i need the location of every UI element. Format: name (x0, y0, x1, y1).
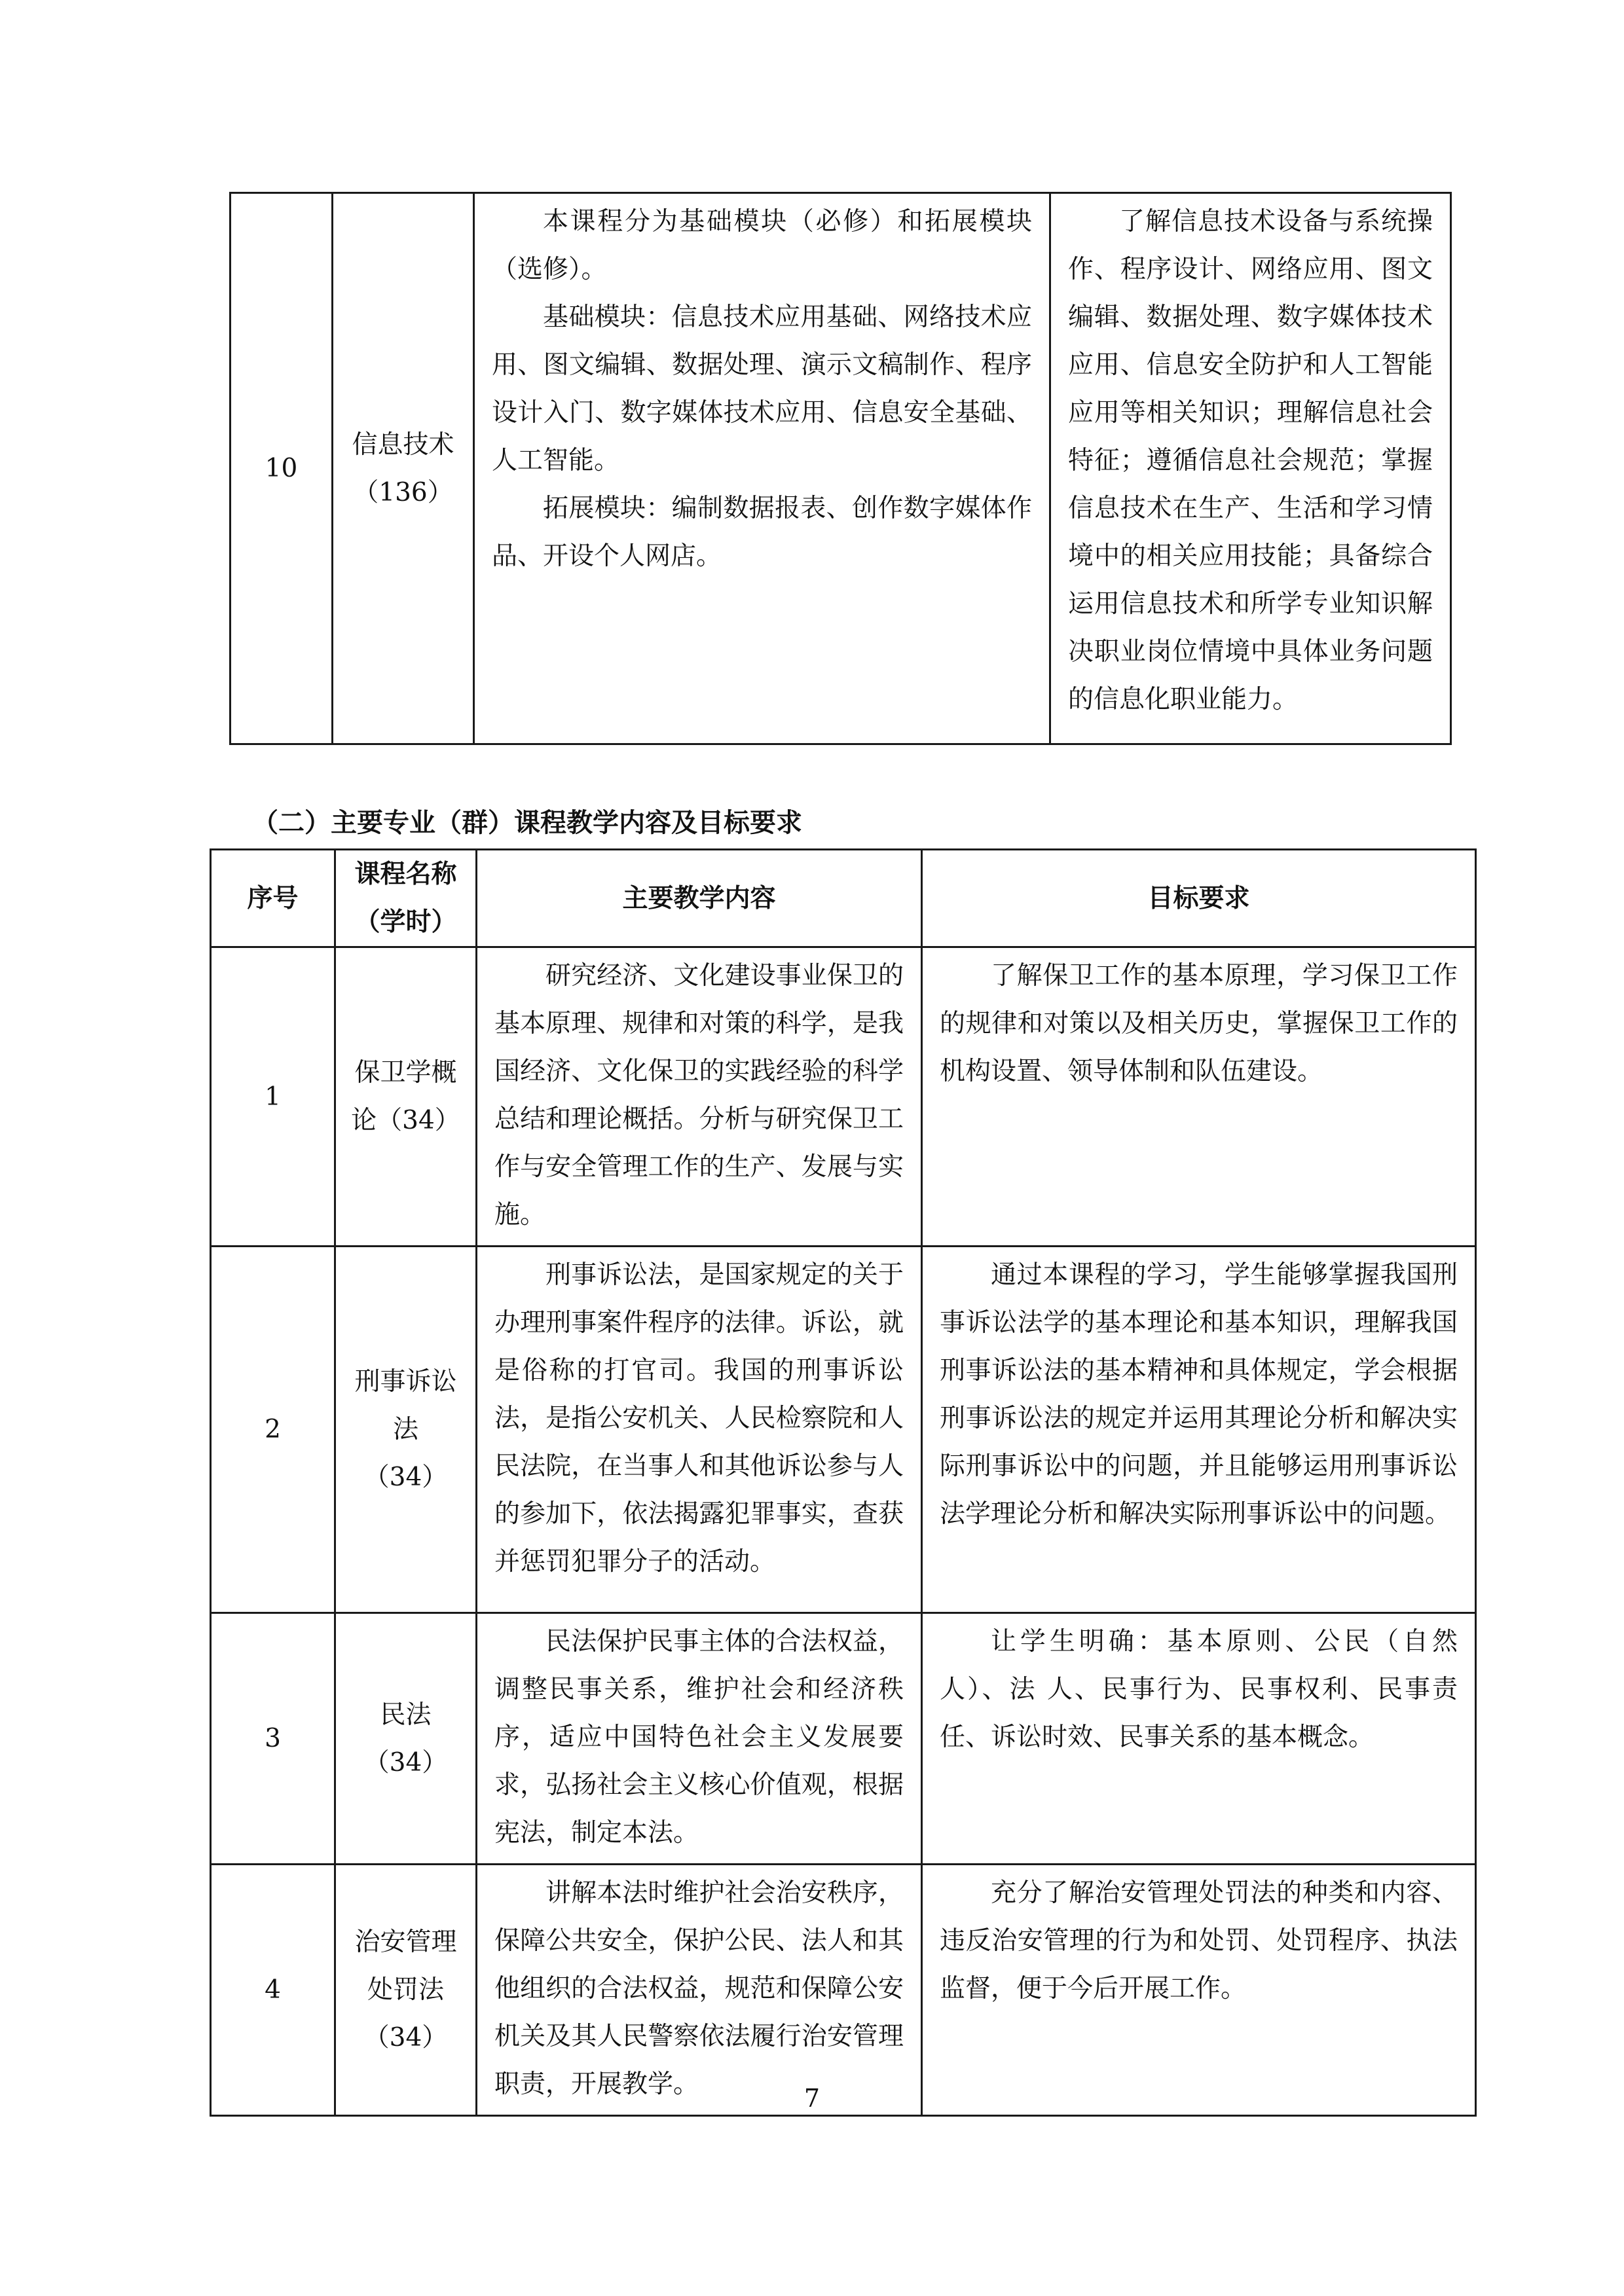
header-number: 序号 (211, 850, 335, 947)
table-row (211, 947, 1476, 1247)
course-name (335, 1613, 477, 1865)
goal-paragraph: 了解保卫工作的基本原理，学习保卫工作的规律和对策以及相关历史，掌握保卫工作的机构设置、领导体制和队伍建设。 (940, 961, 1458, 1086)
course-name (335, 1865, 477, 2116)
teaching-content (477, 1247, 922, 1613)
content-paragraph: 拓展模块：编制数据报表、创作数字媒体作品、开设个人网店。 (492, 494, 1032, 571)
course-name-line: 论（34） (351, 1106, 460, 1135)
goal-paragraph: 让学生明确：基本原则、公民（自然人）、法 人、民事行为、民事权利、民事责任、诉讼时效、民事关系的基本概念。 (940, 1627, 1458, 1752)
teaching-content (477, 947, 922, 1247)
course-hours: （34） (363, 2023, 448, 2052)
goal-requirement (922, 947, 1476, 1247)
goal-requirement (922, 1247, 1476, 1613)
course-name-line: 刑事诉讼 (354, 1367, 457, 1396)
content-paragraph: 民法保护民事主体的合法权益，调整民事关系，维护社会和经济秩序，适应中国特色社会主义发展要求，弘扬社会主义核心价值观，根据宪法，制定本法。 (494, 1627, 904, 1848)
goal-requirement (922, 1613, 1476, 1865)
content-paragraph: 研究经济、文化建设事业保卫的基本原理、规律和对策的科学，是我国经济、文化保卫的实践经验的科学总结和理论概括。分析与研究保卫工作与安全管理工作的生产、发展与实施。 (494, 961, 904, 1230)
header-content: 主要教学内容 (477, 850, 922, 947)
section-heading: （二）主要专业（群）课程教学内容及目标要求 (252, 808, 802, 838)
goal-paragraph: 通过本课程的学习，学生能够掌握我国刑事诉讼法学的基本理论和基本知识，理解我国刑事诉讼法的基本精神和具体规定，学会根据刑事诉讼法的规定并运用其理论分析和解决实际刑事诉讼中的问题，并且能够运用刑事诉讼法学理论分析和解决实际刑事诉讼中的问题。 (940, 1260, 1458, 1529)
course-name-line: 处罚法 (367, 1975, 444, 2005)
goal-requirement (922, 1865, 1476, 2116)
row-number: 1 (211, 947, 335, 1247)
teaching-content (477, 1613, 922, 1865)
course-name (335, 947, 477, 1247)
course-name-line: 治安管理 (354, 1927, 457, 1957)
header-course-name (335, 850, 477, 947)
header-hours-line: （学时） (354, 907, 457, 937)
table-row (211, 1247, 1476, 1613)
course-name-line: 法 (392, 1415, 418, 1444)
table-header-row (211, 850, 1476, 947)
course-name (335, 1247, 477, 1613)
header-goal: 目标要求 (922, 850, 1476, 947)
course-name-line: 保卫学概 (354, 1058, 457, 1087)
course-hours: （34） (363, 1747, 448, 1777)
course-name-line: 信息技术 (352, 429, 454, 460)
course-hours: （136） (353, 477, 453, 507)
content-paragraph: 基础模块：信息技术应用基础、网络技术应用、图文编辑、数据处理、演示文稿制作、程序设计入门、数字媒体技术应用、信息安全基础、人工智能。 (492, 302, 1032, 475)
header-course-name-line: 课程名称 (354, 860, 457, 889)
table-row (231, 193, 1451, 744)
content-paragraph: 刑事诉讼法，是国家规定的关于办理刑事案件程序的法律。诉讼，就是俗称的打官司。我国的刑事诉讼法，是指公安机关、人民检察院和人民法院，在当事人和其他诉讼参与人的参加下，依法揭露犯罪事实，查获并惩罚犯罪分子的活动。 (494, 1260, 904, 1576)
row-number: 2 (211, 1247, 335, 1613)
goal-paragraph: 了解信息技术设备与系统操作、程序设计、网络应用、图文编辑、数据处理、数字媒体技术应用、信息安全防护和人工智能应用等相关知识；理解信息社会特征；遵循信息社会规范；掌握信息技术在生产、生活和学习情境中的相关应用技能；具备综合运用信息技术和所学专业知识解决职业岗位情境中具体业务问题的信息化职业能力。 (1068, 207, 1433, 714)
row-number: 10 (231, 193, 333, 744)
course-table-continued (229, 192, 1452, 745)
content-paragraph: 讲解本法时维护社会治安秩序，保障公共安全，保护公民、法人和其他组织的合法权益，规范和保障公安机关及其人民警察依法履行治安管理职责，开展教学。 (494, 1878, 904, 2099)
table-row (211, 1865, 1476, 2116)
course-hours: （34） (363, 1463, 448, 1492)
goal-paragraph: 充分了解治安管理处罚法的种类和内容、违反治安管理的行为和处罚、处罚程序、执法监督，便于今后开展工作。 (940, 1878, 1458, 2003)
page-number: 7 (803, 2084, 821, 2113)
goal-requirement (1050, 193, 1451, 744)
row-number: 4 (211, 1865, 335, 2116)
course-name (333, 193, 474, 744)
table-row (211, 1613, 1476, 1865)
teaching-content (477, 1865, 922, 2116)
teaching-content (474, 193, 1050, 744)
content-paragraph: 本课程分为基础模块（必修）和拓展模块（选修）。 (492, 207, 1032, 284)
row-number: 3 (211, 1613, 335, 1865)
major-course-table (210, 848, 1477, 2117)
course-name-line: 民法 (380, 1700, 432, 1730)
